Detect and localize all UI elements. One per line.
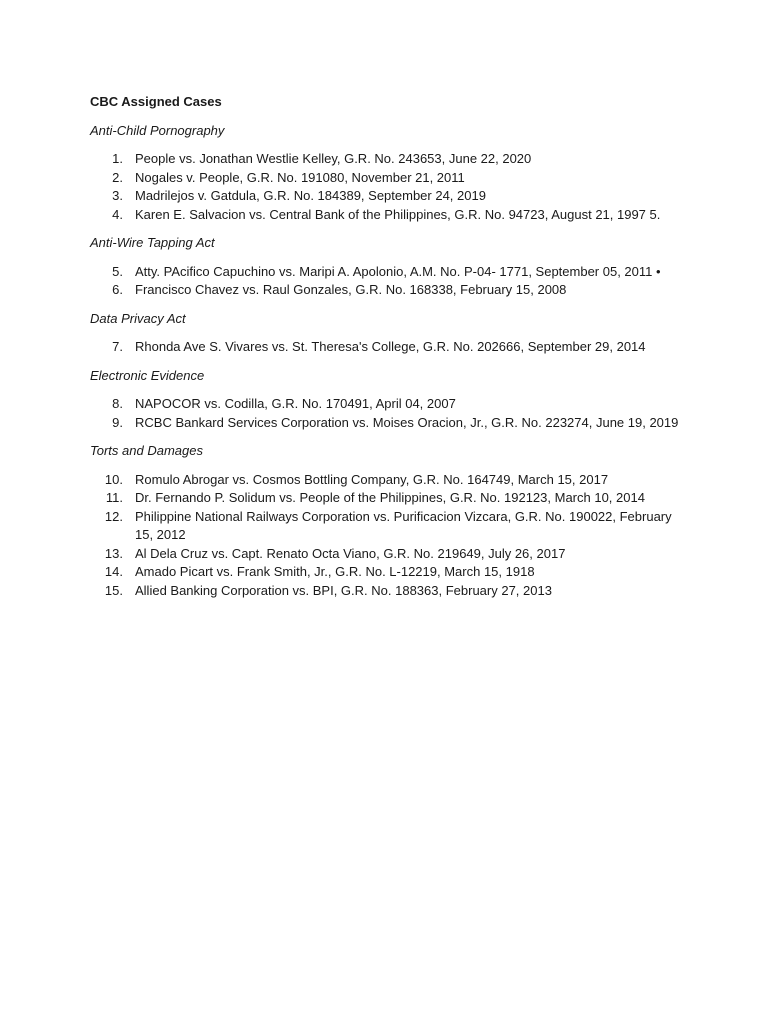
case-number: 14.	[104, 564, 123, 579]
case-citation: Allied Banking Corporation vs. BPI, G.R. No. 188363, February 27, 2013	[135, 582, 552, 598]
case-number: 10.	[104, 471, 123, 487]
case-number: 8.	[112, 396, 123, 411]
case-number: 2.	[112, 169, 123, 185]
case-number: 1.	[112, 151, 123, 166]
case-list-item	[90, 414, 690, 433]
case-list-item	[90, 187, 690, 206]
case-list-item	[90, 471, 690, 490]
case-list-item	[90, 508, 690, 545]
section-heading: Anti-Child Pornography	[90, 122, 225, 138]
case-citation: NAPOCOR vs. Codilla, G.R. No. 170491, April 04, 2007	[135, 396, 456, 411]
case-citation: Amado Picart vs. Frank Smith, Jr., G.R. No. L-12219, March 15, 1918	[135, 564, 535, 579]
case-list-item	[90, 281, 690, 300]
case-citation: Madrilejos v. Gatdula, G.R. No. 184389, September 24, 2019	[135, 188, 486, 203]
case-list-item	[90, 338, 690, 357]
case-number: 6.	[112, 282, 123, 297]
case-number: 15.	[104, 582, 123, 598]
case-number: 13.	[104, 545, 123, 561]
case-list	[90, 395, 690, 432]
case-number: 4.	[112, 206, 123, 222]
document-title: CBC Assigned Cases	[90, 94, 222, 109]
case-list-item	[90, 206, 690, 225]
section-heading: Torts and Damages	[90, 443, 203, 458]
section-heading: Anti-Wire Tapping Act	[90, 235, 215, 250]
case-list-item	[90, 169, 690, 188]
case-list-item	[90, 489, 690, 508]
case-list-item	[90, 395, 690, 414]
case-citation: People vs. Jonathan Westlie Kelley, G.R. No. 243653, June 22, 2020	[135, 151, 532, 166]
section-heading: Data Privacy Act	[90, 310, 186, 326]
case-citation: Atty. PAcifico Capuchino vs. Maripi A. Apolonio, A.M. No. P-04- 1771, September 05, 2011 •	[135, 263, 661, 279]
case-list	[90, 263, 690, 300]
case-list	[90, 150, 690, 224]
case-number: 3.	[112, 188, 123, 203]
case-list-item	[90, 263, 690, 282]
case-citation: Philippine National Railways Corporation vs. Purificacion Vizcara, G.R. No. 190022, February 15, 2012	[135, 508, 672, 542]
case-list-item	[90, 150, 690, 169]
case-citation: Rhonda Ave S. Vivares vs. St. Theresa's College, G.R. No. 202666, September 29, 2014	[135, 339, 646, 354]
case-citation: RCBC Bankard Services Corporation vs. Moises Oracion, Jr., G.R. No. 223274, June 19, 2019	[135, 414, 679, 430]
case-list	[90, 471, 690, 601]
case-citation: Karen E. Salvacion vs. Central Bank of the Philippines, G.R. No. 94723, August 21, 1997 5.	[135, 206, 661, 222]
case-number: 7.	[112, 339, 123, 354]
document-body	[90, 93, 690, 610]
case-citation: Dr. Fernando P. Solidum vs. People of the Philippines, G.R. No. 192123, March 10, 2014	[135, 490, 645, 505]
case-number: 9.	[112, 414, 123, 430]
case-citation: Nogales v. People, G.R. No. 191080, November 21, 2011	[135, 169, 465, 185]
sections-container	[90, 122, 690, 601]
case-list-item	[90, 545, 690, 564]
case-citation: Romulo Abrogar vs. Cosmos Bottling Company, G.R. No. 164749, March 15, 2017	[135, 471, 609, 487]
case-list	[90, 338, 690, 357]
case-citation: Al Dela Cruz vs. Capt. Renato Octa Viano, G.R. No. 219649, July 26, 2017	[135, 545, 566, 561]
case-list-item	[90, 582, 690, 601]
case-citation: Francisco Chavez vs. Raul Gonzales, G.R. No. 168338, February 15, 2008	[135, 282, 567, 297]
case-number: 12.	[104, 508, 123, 524]
case-number: 11.	[105, 490, 123, 505]
section-heading: Electronic Evidence	[90, 367, 205, 383]
case-list-item	[90, 563, 690, 582]
case-number: 5.	[112, 263, 123, 279]
